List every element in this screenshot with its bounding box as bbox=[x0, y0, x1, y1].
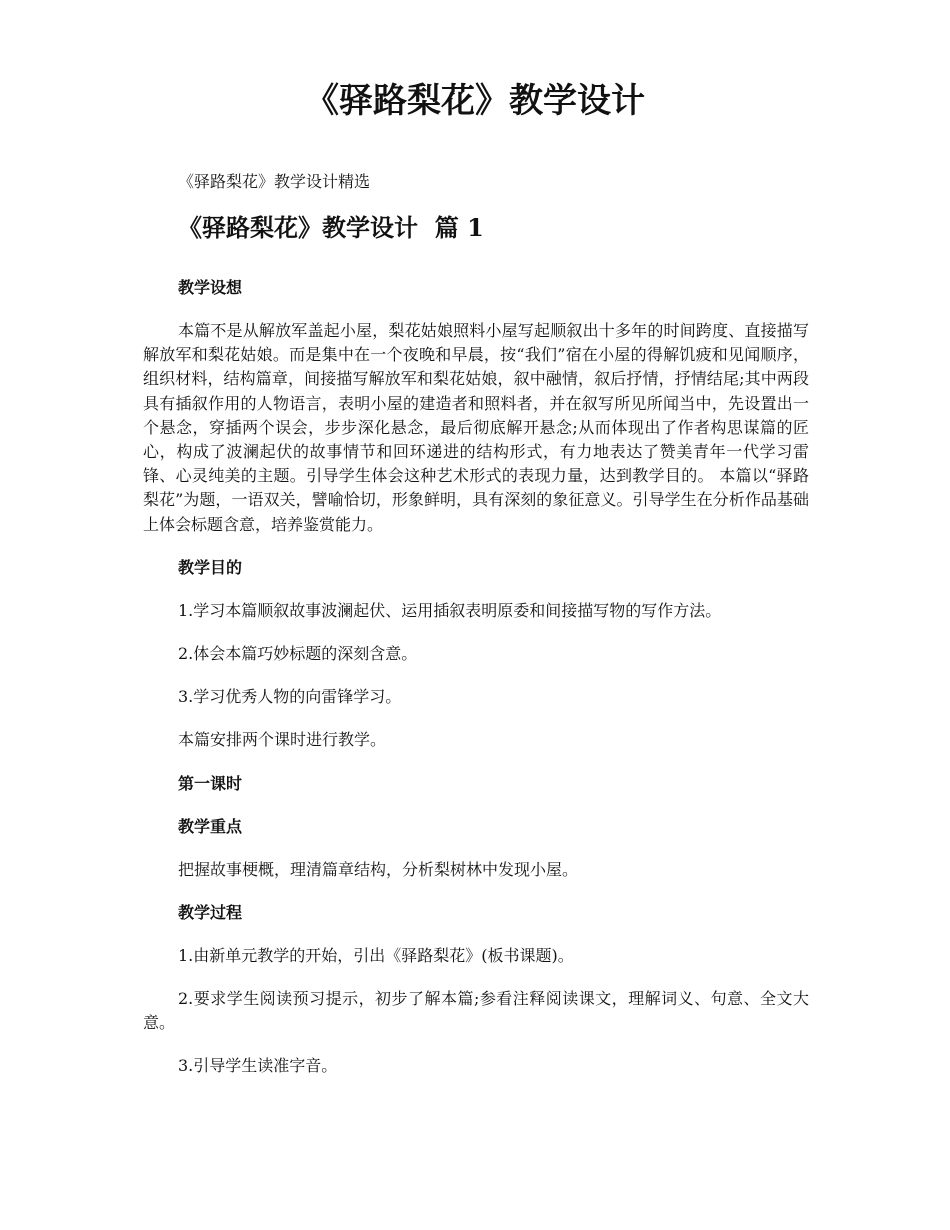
label-teaching-goals: 教学目的 bbox=[178, 557, 243, 577]
paragraph-teaching-idea: 本篇不是从解放军盖起小屋，梨花姑娘照料小屋写起顺叙出十多年的时间跨度、直接描写解放军和梨花姑娘。而是集中在一个夜晚和早晨，按“我们”宿在小屋的得解饥疲和见闻顺序，组织材料，结构篇章，间接描写解放军和梨花姑娘，叙中融情，叙后抒情，抒情结尾;其中两段具有插叙作用的人物语言，表明小屋的建造者和照料者，并在叙写所见所闻当中，先设置出一个悬念，穿插两个误会，步步深化悬念，最后彻底解开悬念;从而体现出了作者构思谋篇的匠心，构成了波澜起伏的故事情节和回环递进的结构形式，有力地表达了赞美青年一代学习雷锋、心灵纯美的主题。引导学生体会这种艺术形式的表现力量，达到教学目的。 本篇以“驿路梨花”为题，一语双关，譬喻恰切，形象鲜明，具有深刻的象征意义。引导学生在分析作品基础上体会标题含意，培养鉴赏能力。 bbox=[143, 321, 809, 534]
label-teaching-idea: 教学设想 bbox=[178, 278, 243, 297]
document-title: 《驿路梨花》教学设计 bbox=[305, 81, 645, 121]
goal-item-1: 1.学习本篇顺叙故事波澜起伏、运用插叙表明原委和间接描写物的写作方法。 bbox=[178, 600, 722, 620]
section-heading: 《驿路梨花》教学设计 篇 1 bbox=[178, 213, 484, 242]
document-body bbox=[143, 276, 809, 1098]
process-item-2: 2.要求学生阅读预习提示，初步了解本篇;参看注释阅读课文，理解词义、句意、全文大意。 bbox=[143, 989, 809, 1033]
label-first-lesson: 第一课时 bbox=[178, 773, 243, 793]
paragraph-key-points: 把握故事梗概，理清篇章结构，分析梨树林中发现小屋。 bbox=[178, 859, 579, 879]
label-teaching-process: 教学过程 bbox=[178, 902, 243, 922]
goal-item-3: 3.学习优秀人物的向雷锋学习。 bbox=[178, 687, 402, 707]
process-item-1: 1.由新单元教学的开始，引出《驿路梨花》(板书课题)。 bbox=[178, 945, 574, 965]
document-subtitle: 《驿路梨花》教学设计精选 bbox=[178, 172, 371, 191]
label-key-points: 教学重点 bbox=[178, 816, 243, 836]
process-item-3: 3.引导学生读准字音。 bbox=[178, 1056, 338, 1076]
paragraph-lesson-plan: 本篇安排两个课时进行教学。 bbox=[178, 730, 387, 750]
goal-item-2: 2.体会本篇巧妙标题的深刻含意。 bbox=[178, 644, 418, 664]
